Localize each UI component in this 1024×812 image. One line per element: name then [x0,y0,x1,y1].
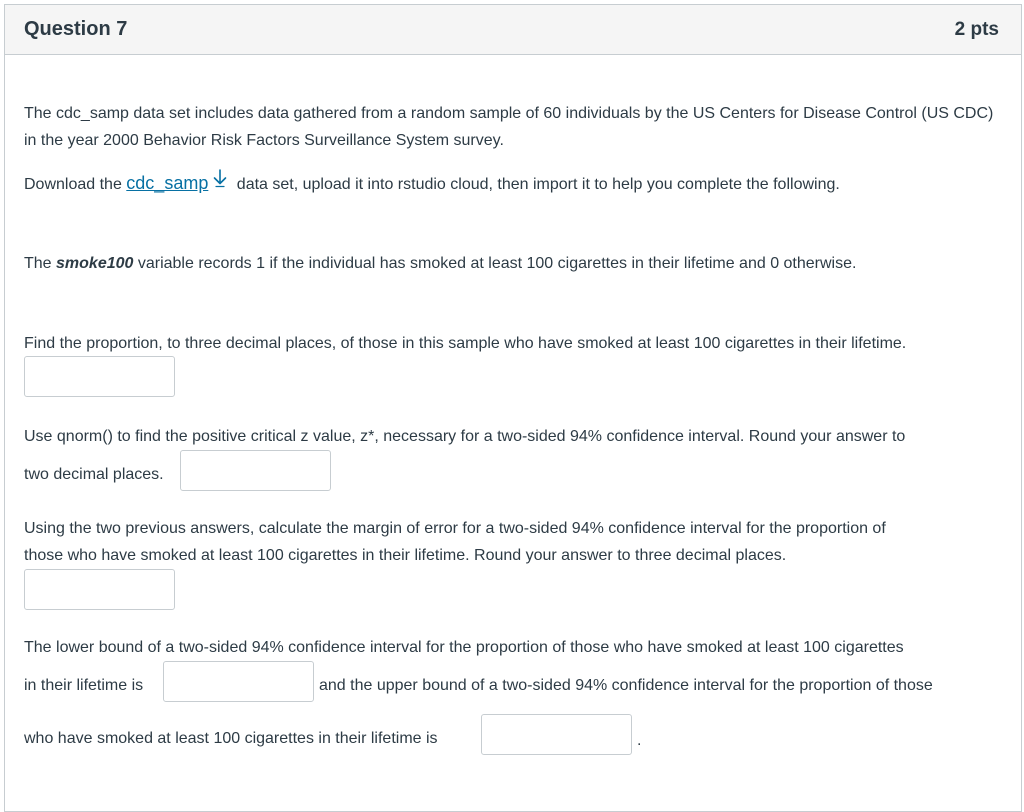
download-suffix: data set, upload it into rstudio cloud, then import it to help you complete the following. [232,176,840,193]
variable-name: smoke100 [56,255,134,272]
download-line [24,170,840,199]
cdc-samp-download-link[interactable]: cdc_samp [126,173,209,193]
part2-text-line2: two decimal places. [24,466,164,483]
lower-bound-answer-input[interactable] [163,661,314,702]
part4-text-line3-suffix: . [637,732,642,749]
part4-text-line2-suffix: and the upper bound of a two-sided 94% confidence interval for the proportion of those [319,677,933,694]
upper-bound-answer-input[interactable] [481,714,632,755]
question-points: 2 pts [954,18,999,40]
variable-note-prefix: The [24,255,57,272]
question-card [4,4,1022,812]
question-header [5,5,1021,55]
part3-text-line2: those who have smoked at least 100 cigarettes in their lifetime. Round your answer to three decimal places. [24,547,787,564]
variable-note [24,250,856,277]
margin-of-error-answer-input[interactable] [24,569,175,610]
part1-text: Find the proportion, to three decimal places, of those in this sample who have smoked at least 100 cigarettes in their lifetime. [24,335,907,352]
variable-note-suffix: variable records 1 if the individual has smoked at least 100 cigarettes in their lifetime and 0 otherwise. [133,255,857,272]
critical-z-answer-input[interactable] [180,450,331,491]
part4-text-line2-prefix: in their lifetime is [24,677,144,694]
intro-text: The cdc_samp data set includes data gathered from a random sample of 60 individuals by the US Centers for Disease Control (US CDC) in the year 2000 Behavior Risk Factors Surveillance System survey. [24,105,994,149]
part3-text-line1: Using the two previous answers, calculate the margin of error for a two-sided 94% confidence interval for the proportion of [24,520,886,537]
download-prefix: Download the [24,176,127,193]
question-title: Question 7 [24,18,128,40]
part4-text-line3-prefix: who have smoked at least 100 cigarettes in their lifetime is [24,730,438,747]
part4-text-line1: The lower bound of a two-sided 94% confidence interval for the proportion of those who have smoked at least 100 cigarettes [24,639,904,656]
part2-text-line1: Use qnorm() to find the positive critical z value, z*, necessary for a two-sided 94% confidence interval. Round your answer to [24,428,906,445]
download-arrow-icon[interactable] [210,168,230,197]
proportion-answer-input[interactable] [24,356,175,397]
